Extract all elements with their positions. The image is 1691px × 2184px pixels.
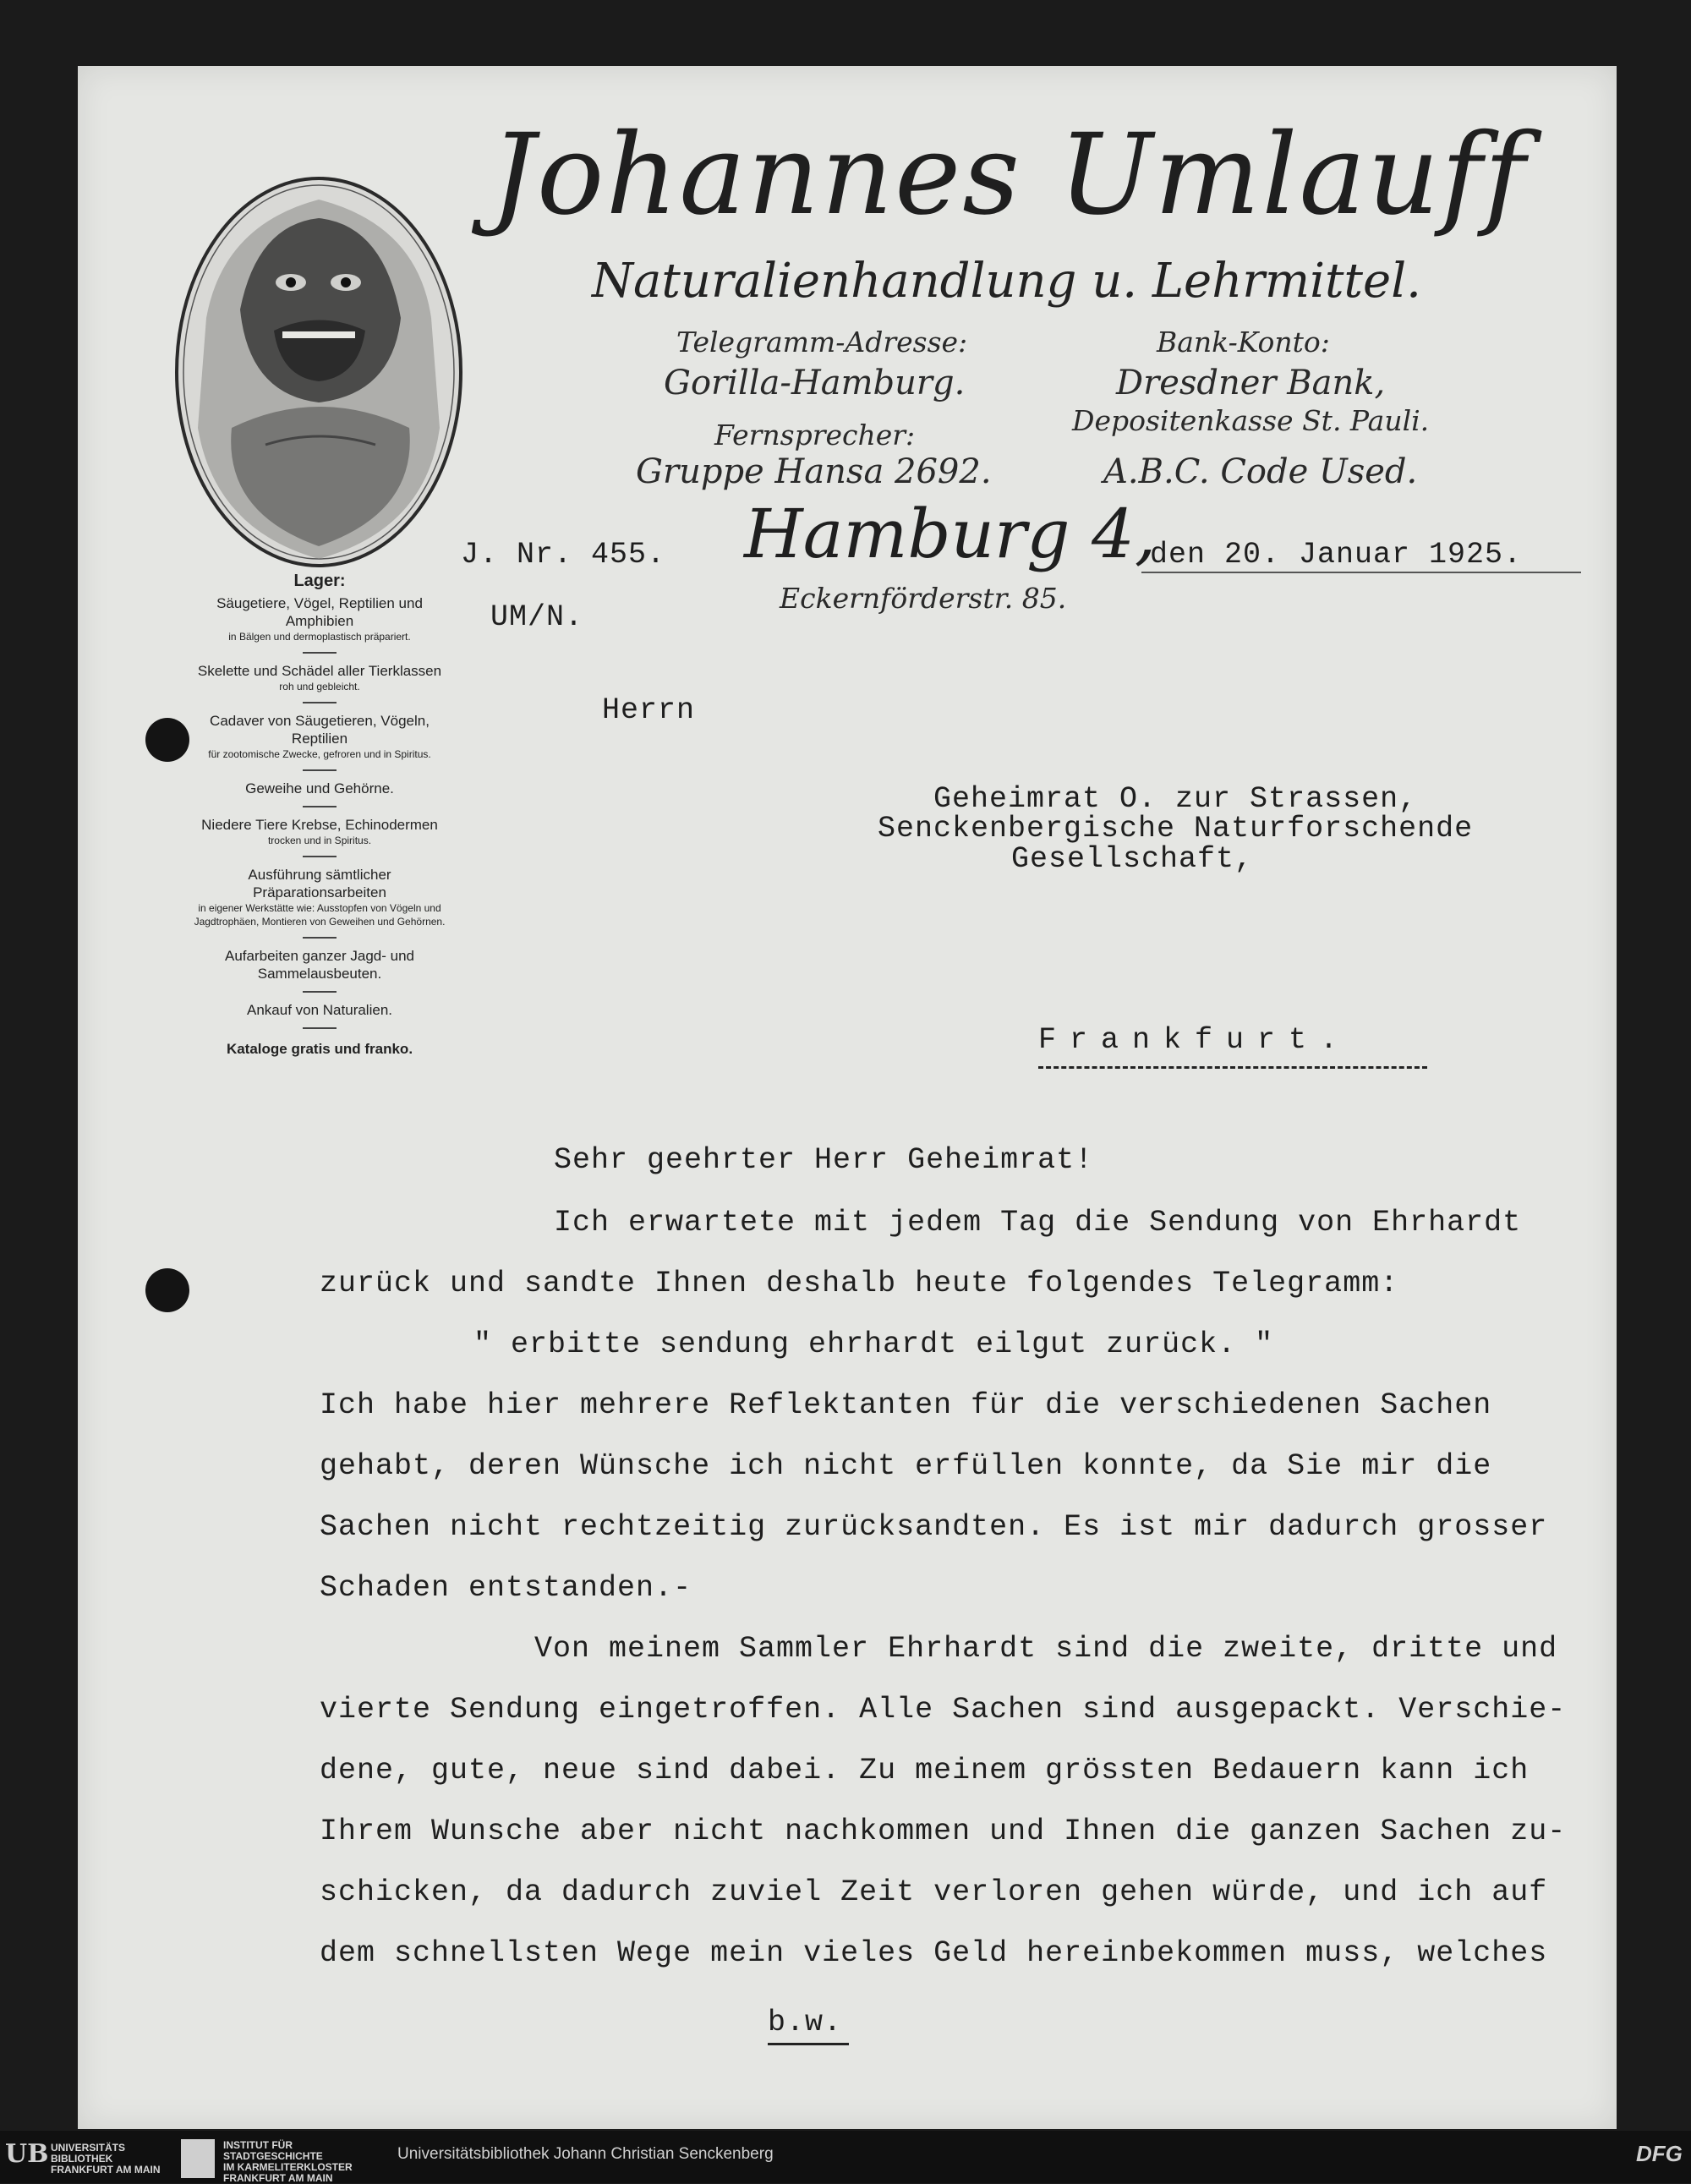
letterhead-city: Hamburg 4, xyxy=(744,495,1157,573)
library-name: Universitätsbibliothek Johann Christian Senckenberg xyxy=(397,2145,774,2163)
please-turn-over: b.w. xyxy=(768,2006,843,2039)
sender-initials: UM/N. xyxy=(490,600,584,634)
isg-name: INSTITUT FÜR STADTGESCHICHTE IM KARMELITERKLOSTER FRANKFURT AM MAIN xyxy=(223,2139,353,2184)
company-tagline: Naturalienhandlung u. Lehrmittel. xyxy=(592,254,1421,309)
sidebar-section-note: für zootomische Zwecke, gefroren und in Spiritus. xyxy=(208,748,431,760)
sidebar-divider xyxy=(303,856,337,857)
sidebar-divider xyxy=(303,937,337,939)
sidebar-section-note: roh und gebleicht. xyxy=(279,681,360,692)
bw-underline xyxy=(768,2043,849,2045)
date-rule xyxy=(1141,572,1581,573)
recipient-line: Senckenbergische Naturforschende xyxy=(878,812,1474,846)
stock-sidebar xyxy=(183,572,457,1058)
body-line: Sachen nicht rechtzeitig zurücksandten. Es ist mir dadurch grosser xyxy=(320,1510,1548,1544)
bank-branch: Depositenkasse St. Pauli. xyxy=(1072,404,1430,437)
ub-logo: UB xyxy=(5,2139,49,2169)
telegraph-code: A.B.C. Code Used. xyxy=(1103,452,1418,491)
sidebar-divider xyxy=(303,702,337,703)
sidebar-section-main: Ausführung sämtlicher Präparationsarbeiten xyxy=(248,867,391,900)
sidebar-divider xyxy=(303,806,337,807)
sidebar-catalog-note: Kataloge gratis und franko. xyxy=(226,1041,413,1057)
company-name: Johannes Umlauff xyxy=(490,110,1527,240)
punch-hole xyxy=(145,1268,189,1312)
phone-number: Gruppe Hansa 2692. xyxy=(636,452,992,491)
telegram-label: Telegramm-Adresse: xyxy=(676,326,968,359)
sidebar-section-main: Säugetiere, Vögel, Reptilien und Amphibien xyxy=(216,595,423,629)
journal-number: J. Nr. 455. xyxy=(461,538,666,572)
recipient-salutation: Herrn xyxy=(602,693,696,727)
body-line: Ich erwartete mit jedem Tag die Sendung von Ehrhardt xyxy=(554,1206,1522,1240)
recipient-line: Geheimrat O. zur Strassen, xyxy=(933,782,1418,816)
body-line: zurück und sandte Ihnen deshalb heute folgendes Telegramm: xyxy=(320,1267,1399,1300)
body-line: dene, gute, neue sind dabei. Zu meinem grössten Bedauern kann ich xyxy=(320,1754,1530,1787)
sidebar-divider xyxy=(303,1027,337,1029)
sidebar-section-main: Geweihe und Gehörne. xyxy=(245,780,394,796)
letter-greeting: Sehr geehrter Herr Geheimrat! xyxy=(554,1143,1094,1177)
body-line: Von meinem Sammler Ehrhardt sind die zweite, dritte und xyxy=(534,1632,1558,1666)
body-line: Ihrem Wunsche aber nicht nachkommen und Ihnen die ganzen Sachen zu- xyxy=(320,1815,1567,1848)
bank-label: Bank-Konto: xyxy=(1157,326,1330,359)
sidebar-section-main: Skelette und Schädel aller Tierklassen xyxy=(197,663,442,679)
body-line: " erbitte sendung ehrhardt eilgut zurück. " xyxy=(473,1327,1274,1361)
sidebar-divider xyxy=(303,769,337,771)
city-underline xyxy=(1038,1066,1427,1069)
telegram-address: Gorilla-Hamburg. xyxy=(664,364,966,402)
letterhead-street: Eckernförderstr. 85. xyxy=(780,582,1067,615)
letter-date: den 20. Januar 1925. xyxy=(1150,538,1523,572)
body-line: gehabt, deren Wünsche ich nicht erfüllen konnte, da Sie mir die xyxy=(320,1449,1492,1483)
body-line: Ich habe hier mehrere Reflektanten für die verschiedenen Sachen xyxy=(320,1388,1492,1422)
body-line: dem schnellsten Wege mein vieles Geld hereinbekommen muss, welches xyxy=(320,1936,1548,1970)
sidebar-heading: Lager: xyxy=(293,572,346,590)
sidebar-divider xyxy=(303,991,337,993)
sidebar-section-main: Niedere Tiere Krebse, Echinodermen xyxy=(201,817,438,833)
bank-name: Dresdner Bank, xyxy=(1116,364,1386,402)
gorilla-portrait xyxy=(172,174,465,570)
isg-logo-icon xyxy=(181,2139,215,2178)
sidebar-section-note: in eigener Werkstätte wie: Ausstopfen von Vögeln und Jagdtrophäen, Montieren von Geweihen und Gehörnen. xyxy=(194,902,446,928)
sidebar-section-note: in Bälgen und dermoplastisch präpariert. xyxy=(228,631,411,643)
sidebar-section-note: trocken und in Spiritus. xyxy=(267,835,372,846)
phone-label: Fernsprecher: xyxy=(714,419,916,452)
sidebar-section-main: Aufarbeiten ganzer Jagd- und Sammelausbeuten. xyxy=(225,948,414,982)
body-line: vierte Sendung eingetroffen. Alle Sachen sind ausgepackt. Verschie- xyxy=(320,1693,1567,1727)
sidebar-divider xyxy=(303,652,337,654)
dfg-logo: DFG xyxy=(1636,2141,1683,2166)
ub-name: UNIVERSITÄTS BIBLIOTHEK FRANKFURT AM MAIN xyxy=(51,2142,161,2176)
sidebar-section-main: Cadaver von Säugetieren, Vögeln, Reptilien xyxy=(210,713,430,747)
body-line: schicken, da dadurch zuviel Zeit verloren gehen würde, und ich auf xyxy=(320,1875,1548,1909)
sidebar-section-main: Ankauf von Naturalien. xyxy=(247,1002,392,1018)
recipient-line: Gesellschaft, xyxy=(1011,842,1254,876)
body-line: Schaden entstanden.- xyxy=(320,1571,692,1605)
recipient-city: Frankfurt. xyxy=(1038,1023,1352,1057)
